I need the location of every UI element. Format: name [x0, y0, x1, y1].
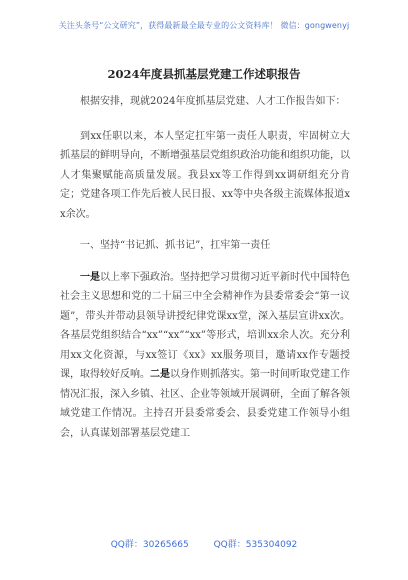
document-body — [60, 92, 350, 458]
section-1-paragraph — [60, 268, 350, 444]
intro-paragraph: 根据安排，现就2024年度抓基层党建、人才工作报告如下： — [80, 96, 346, 107]
footer-qq-group-1: QQ群：30265665 — [110, 540, 189, 550]
overview-paragraph: 到xx任职以来，本人坚定扛牢第一责任人职责，牢固树立大抓基层的鲜明导向，不断增强基层党组织政治功能和组织功能，以人才集聚赋能高质量发展。我县xx等工作得到xx调研组充分肯定；党建各项工作先后被人民日报、xx等中央各级主流媒体报道xx余次。 — [60, 130, 350, 220]
footer-contact — [0, 537, 408, 550]
header-banner: 关注头条号“公文研究”，获得最新最全最专业的公文资料库！ 微信：gongwenyj — [58, 21, 350, 30]
point-two-lead: 二是 — [150, 369, 170, 380]
point-one-text: 以上率下强政治。坚持把学习贯彻习近平新时代中国特色社会主义思想和党的二十届三中全会精神作为县委常委会“第一议题”，带头并带动县领导讲授纪律党课xx堂，深入基层宣讲xx次。各基层党组织结合“xx”“xx”“xx”等形式，培训xx余人次。充分利用xx文化资源，与xx签订《xx》xx服务项目，邀请xx作专题授课，取得较好反响。 — [60, 271, 350, 380]
document-title: 2024年度县抓基层党建工作述职报告 — [107, 67, 301, 81]
point-two-text: 以身作则抓落实。第一时间听取党建工作情况汇报，深入乡镇、社区、企业等领域开展调研，全面了解各领域党建工作情况。主持召开县委常委会、县委党建工作领导小组会，认真谋划部署基层党建工 — [60, 369, 350, 439]
section-heading-1: 一、坚持“书记抓、抓书记”，扛牢第一责任 — [80, 240, 271, 251]
point-one-lead: 一是 — [80, 271, 100, 283]
footer-qq-group-2: QQ群：535304092 — [213, 540, 298, 550]
